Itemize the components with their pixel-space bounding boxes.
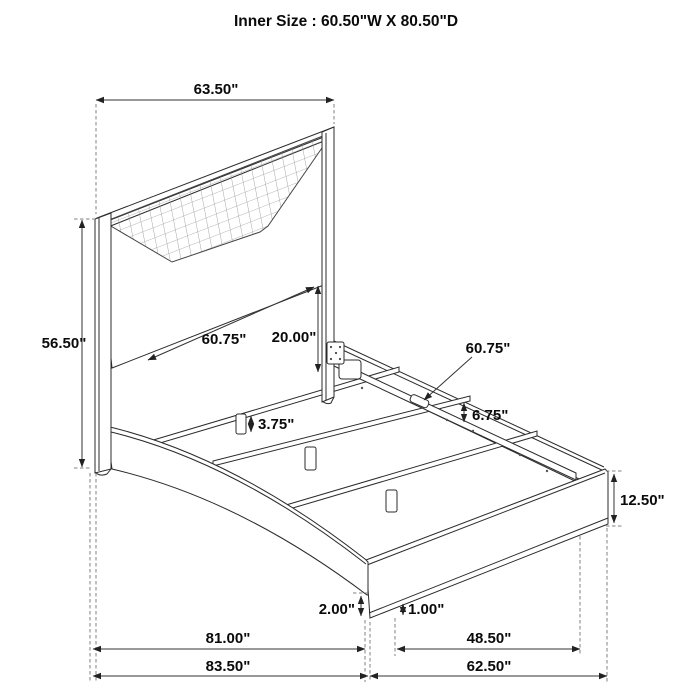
dim-leader-slat-length bbox=[424, 357, 472, 400]
screw-dot bbox=[361, 387, 363, 389]
footboard bbox=[366, 469, 608, 618]
bed-drawing bbox=[95, 127, 608, 618]
footboard-panel bbox=[366, 469, 608, 618]
extension-lines bbox=[74, 104, 624, 682]
label-panel-to-rail: 20.00" bbox=[271, 329, 317, 346]
label-footboard-height: 12.50" bbox=[620, 492, 665, 509]
label-footboard-inner-width: 48.50" bbox=[466, 630, 512, 647]
bracket-hole bbox=[330, 358, 332, 360]
diagram-title: Inner Size : 60.50"W X 80.50"D bbox=[233, 13, 459, 30]
slat-leg-1 bbox=[236, 414, 246, 434]
center-rail-bar bbox=[358, 371, 576, 480]
label-overall-width: 62.50" bbox=[466, 658, 512, 675]
label-inner-length: 81.00" bbox=[205, 630, 251, 647]
label-slat-leg-height: 3.75" bbox=[258, 416, 295, 433]
screw-dot bbox=[519, 454, 521, 456]
bracket-hole bbox=[335, 352, 337, 354]
label-slat-length: 60.75" bbox=[465, 340, 511, 357]
bracket-hole bbox=[339, 358, 341, 360]
label-headboard-inner-width: 60.75" bbox=[201, 331, 247, 348]
screw-dot bbox=[446, 419, 448, 421]
screw-dot bbox=[472, 430, 474, 432]
bracket-hole bbox=[330, 346, 332, 348]
label-headboard-width: 63.50" bbox=[193, 81, 239, 98]
dimension-lines bbox=[82, 100, 614, 676]
front-rail-board bbox=[106, 426, 368, 595]
bracket-hole bbox=[339, 346, 341, 348]
label-rail-depth: 6.75" bbox=[472, 407, 509, 424]
front-rail bbox=[106, 426, 368, 595]
slat-leg-3 bbox=[386, 490, 397, 512]
slat-leg-2 bbox=[305, 447, 316, 470]
left-leg bbox=[95, 213, 111, 473]
label-headboard-height: 56.50" bbox=[41, 335, 87, 352]
label-rail-bottom-gap: 2.00" bbox=[318, 601, 355, 618]
label-footboard-recess: 1.00" bbox=[408, 601, 445, 618]
screw-dot bbox=[546, 470, 548, 472]
label-overall-depth: 83.50" bbox=[205, 658, 251, 675]
